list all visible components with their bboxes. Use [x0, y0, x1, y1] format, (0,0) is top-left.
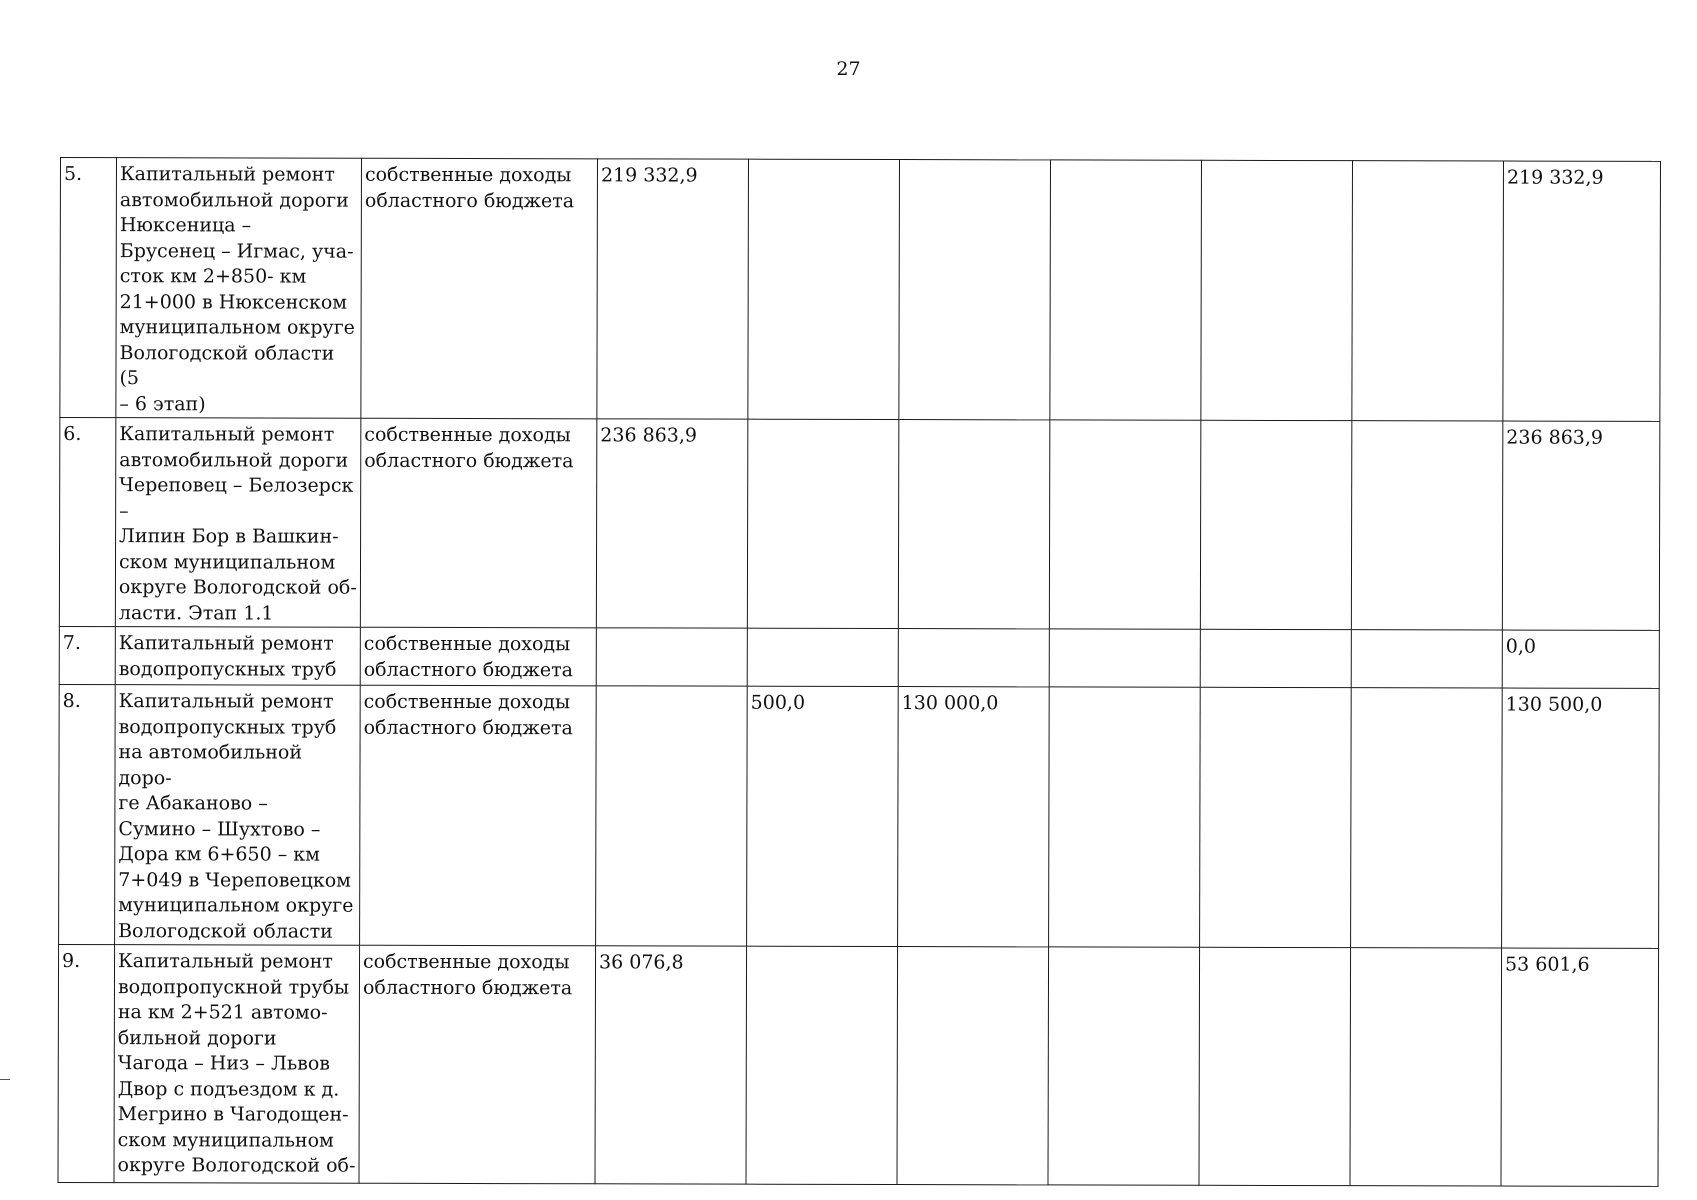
- budget-table: [57, 157, 1661, 1187]
- value-cell: [596, 686, 748, 946]
- value-cell: 219 332,9: [597, 159, 749, 419]
- project-name-cell: Капитальный ремонт автомобильной дороги Нюксеница – Брусенец – Игмас, уча- сток км 2+850- км 21+000 в Нюксенском муниципальном округе Вологодской области (5 – 6 этап): [116, 158, 362, 419]
- scan-margin-mark: [0, 1079, 10, 1080]
- value-cell: [1351, 688, 1503, 948]
- funding-source-cell: собственные доходы областного бюджета: [359, 945, 596, 1184]
- value-cell: [1352, 161, 1504, 421]
- table-row: [58, 944, 1659, 1186]
- table-row: [59, 418, 1660, 631]
- value-cell: [898, 420, 1050, 629]
- value-cell: [899, 160, 1051, 420]
- table-row: [59, 626, 1659, 688]
- row-number-cell: 7.: [59, 626, 115, 684]
- value-cell: [1049, 687, 1201, 947]
- row-number-cell: 8.: [59, 684, 116, 944]
- value-cell: 36 076,8: [595, 946, 747, 1184]
- value-cell: [1351, 421, 1503, 630]
- project-name-cell: Капитальный ремонт водопропускных труб на автомобильной доро- ге Абаканово – Сумино – Шухтово – Дора км 6+650 – км 7+049 в Череповецком муниципальном округе Вологодской области: [115, 685, 361, 946]
- value-cell: [1200, 420, 1352, 629]
- value-cell: [898, 629, 1049, 687]
- funding-source-cell: собственные доходы областного бюджета: [360, 627, 596, 686]
- total-cell: 130 500,0: [1502, 688, 1660, 948]
- value-cell: [1050, 160, 1202, 420]
- value-cell: [748, 159, 900, 419]
- value-cell: [747, 419, 899, 628]
- table-row: [60, 158, 1661, 422]
- value-cell: [1200, 687, 1352, 947]
- project-name-cell: Капитальный ремонт автомобильной дороги Череповец – Белозерск – Липин Бор в Вашкин- ском муниципальном округе Вологодской об- ласти. Этап 1.1: [115, 418, 361, 628]
- total-cell: 219 332,9: [1503, 161, 1661, 421]
- total-cell: 236 863,9: [1502, 421, 1660, 630]
- value-cell: 236 863,9: [596, 419, 748, 628]
- value-cell: [747, 628, 898, 686]
- value-cell: [1351, 630, 1502, 688]
- value-cell: [746, 946, 898, 1184]
- funding-source-cell: собственные доходы областного бюджета: [360, 418, 597, 628]
- funding-source-cell: собственные доходы областного бюджета: [360, 685, 597, 946]
- row-number-cell: 6.: [59, 418, 116, 627]
- project-name-cell: Капитальный ремонт водопропускной трубы на км 2+521 автомо- бильной дороги Чагода – Низ – Львов Двор с подъездом к д. Мегрино в Чагодощен- ском муниципальном округе Вологодской об-: [114, 945, 360, 1184]
- value-cell: 130 000,0: [898, 687, 1050, 947]
- value-cell: [1201, 160, 1353, 420]
- value-cell: [1199, 947, 1351, 1185]
- value-cell: [1048, 947, 1200, 1185]
- page-number: 27: [836, 58, 861, 80]
- total-cell: 53 601,6: [1501, 948, 1659, 1186]
- value-cell: [897, 947, 1049, 1185]
- value-cell: 500,0: [747, 686, 899, 946]
- funding-source-cell: собственные доходы областного бюджета: [361, 158, 598, 419]
- value-cell: [596, 628, 747, 686]
- value-cell: [1049, 420, 1201, 629]
- value-cell: [1200, 629, 1351, 687]
- value-cell: [1049, 629, 1200, 687]
- row-number-cell: 9.: [58, 944, 115, 1182]
- value-cell: [1350, 948, 1502, 1186]
- table-row: [59, 684, 1660, 948]
- total-cell: 0,0: [1502, 630, 1659, 688]
- row-number-cell: 5.: [60, 158, 117, 418]
- project-name-cell: Капитальный ремонт водопропускных труб: [115, 627, 360, 686]
